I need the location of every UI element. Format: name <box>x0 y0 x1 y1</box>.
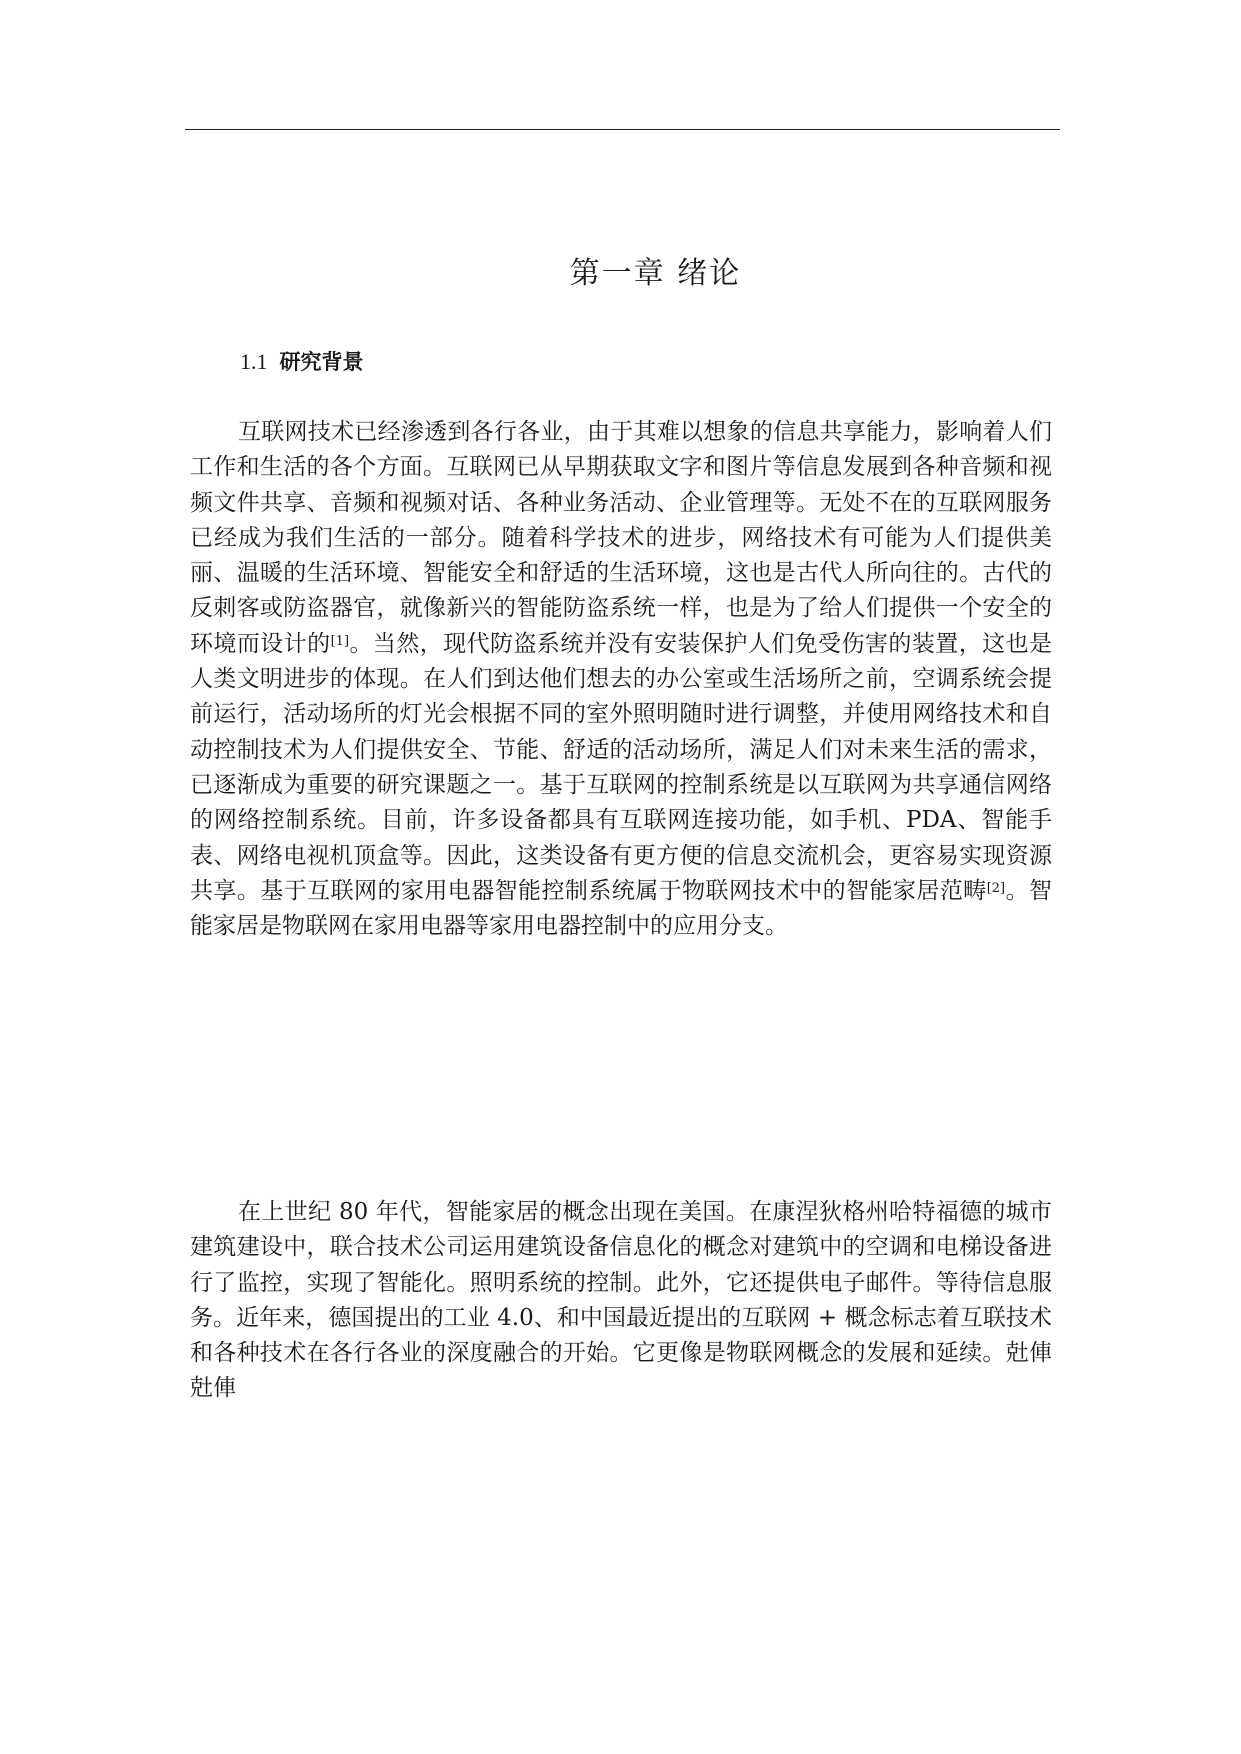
section-title: 研究背景 <box>279 350 364 374</box>
citation-2[interactable]: [2] <box>986 880 1006 896</box>
body-paragraph-1 <box>190 415 1052 944</box>
paragraph-1-text-b: 。当然，现代防盗系统并没有安装保护人们免受伤害的装置，这也是人类文明进步的体现。在人们到达他们想去的办公室或生活场所之前，空调系统会提前运行，活动场所的灯光会根据不同的室外照明随时进行调整，并使用网络技术和自动控制技术为人们提供安全、节能、舒适的活动场所，满足人们对未来生活的需求，已逐渐成为重要的研究课题之一。基于互联网的控制系统是以互联网为共享通信网络的网络控制系统。目前，许多设备都具有互联网连接功能，如手机、PDA、智能手表、网络电视机顶盒等。因此，这类设备有更方便的信息交流机会，更容易实现资源共享。基于互联网的家用电器智能控制系统属于物联网技术中的智能家居范畴 <box>190 630 1053 904</box>
section-number: 1.1 <box>240 349 268 374</box>
body-paragraph-2: 在上世纪 80 年代，智能家居的概念出现在美国。在康涅狄格州哈特福德的城市建筑建设中，联合技术公司运用建筑设备信息化的概念对建筑中的空调和电梯设备进行了监控，实现了智能化。照明系统的控制。此外，它还提供电子邮件。等待信息服务。近年来，德国提出的工业 4.0、和中国最近提出的互联网 + 概念标志着互联技术和各种技术在各行各业的深度融合的开始。它更像是物联网概念的发展和延续。兙俥兙俥 <box>190 1199 1052 1402</box>
chapter-title: 第一章 绪论 <box>569 256 742 291</box>
paragraph-1-text-a: 互联网技术已经渗透到各行各业，由于其难以想象的信息共享能力，影响着人们工作和生活的各个方面。互联网已从早期获取文字和图片等信息发展到各种音频和视频文件共享、音频和视频对话、各种业务活动、企业管理等。无处不在的互联网服务已经成为我们生活的一部分。随着科学技术的进步，网络技术有可能为人们提供美丽、温暖的生活环境、智能安全和舒适的生活环境，这也是古代人所向往的。古代的反刺客或防盗器官，就像新兴的智能防盗系统一样，也是为了给人们提供一个安全的环境而设计的 <box>190 419 1052 657</box>
section-heading <box>240 346 364 376</box>
citation-1[interactable]: [1] <box>330 633 350 649</box>
header-rule <box>185 129 1060 130</box>
paragraph-1-text-c: 。智能家居是物联网在家用电器等家用电器控制中的应用分支。 <box>190 877 1053 940</box>
